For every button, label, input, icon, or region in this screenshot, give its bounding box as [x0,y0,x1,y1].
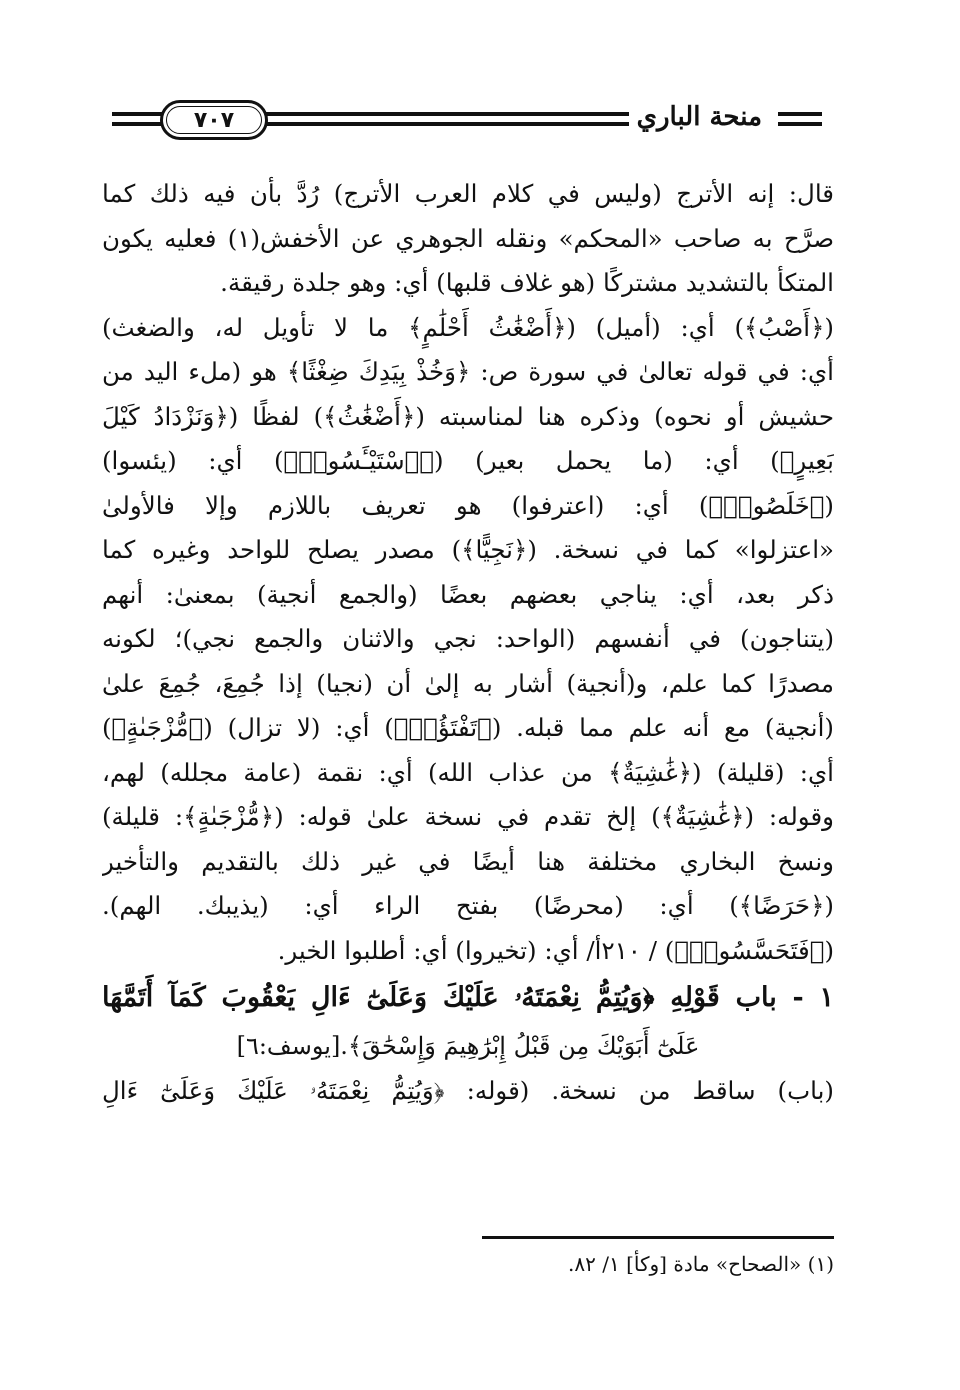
chapter-verse-continuation: عَلَىٰٓ أَبَوَيْكَ مِن قَبْلُ إِبْرَٰهِيمَ وَإِسْحَٰقَ﴾.[يوسف:٦] [236,1032,700,1060]
text-line: بَعِيرٍ﴾) أي: (ما يحمل بعير) (﴿ٱسْتَيْـَٔسُوا۟﴾) أي: (يئسوا) [102,446,834,475]
text-line: ذكر بعد، أي: يناجي بعضهم بعضًا (والجمع أنجية) بمعنىٰ: أنهم [102,579,834,609]
page-header [112,92,832,152]
text-line: أي: في قوله تعالىٰ في سورة ص: ﴿وَخُذْ بِيَدِكَ ضِغْثًا﴾ هو (ملء اليد من [102,357,834,386]
text-line: (﴿حَرَضًا﴾) أي: (محرضًا) بفتح الراء أي: (يذيبك. الهم). [102,891,834,920]
text-line: ونسخ البخاري مختلفة هنا أيضًا في غير ذلك بالتقديم والتأخير [102,846,834,876]
footnote-separator [482,1236,834,1239]
text-line: صرَّح به صاحب «المحكم» ونقله الجوهري عن الأخفش(١) فعليه يكون [102,223,834,253]
running-title: منحة الباري [629,102,770,132]
text-line: (﴿أَصْبُ﴾) أي: (أميل) (﴿أَضْغَٰثُ أَحْلَٰمٍ﴾ ما لا تأويل له، والضغث) [102,312,834,342]
text-line: (باب) ساقط من نسخة. (قوله: ﴿وَيُتِمُّ نِعْمَتَهُۥ عَلَيْكَ وَعَلَىٰٓ ءَالِ [102,1076,834,1105]
text-line: وقوله: (﴿غَٰشِيَةٌ﴾) إلخ تقدم في نسخة علىٰ قوله: (﴿مُّزْجَىٰةٍ﴾: قليلة) [102,802,834,831]
text-line: (يتناجون) في أنفسهم (الواحد: نجي والاثنان والجمع نجي)؛ لكونه [102,624,834,653]
text-line: المتكأ بالتشديد مشتركًا (هو غلاف قلبها) أي: وهو جلدة رقيقة. [220,268,834,297]
header-rule-middle-bottom [262,122,642,126]
text-line: أي: (قليلة) (﴿غَٰشِيَةٌ﴾ من عذاب الله) أي: نقمة (عامة مجلله) لهم، [102,757,834,787]
text-line: (﴿خَلَصُوا۟﴾) أي: (اعترفوا) هو تعريف باللازم وإلا فالأولىٰ [102,490,834,520]
text-line: «اعتزلوا» كما في نسخة. (﴿نَجِيًّا﴾) مصدر يصلح للواحد وغيره كما [102,535,834,564]
main-text [102,172,834,1114]
text-line: مصدرًا كما علم، و(أنجية) أشار به إلىٰ أن (نجيا) إذا جُمِعَ، جُمِعَ علىٰ [102,668,834,698]
page-number-badge [160,100,268,140]
text-line: (﴿فَتَحَسَّسُوا۟﴾) / ٢١٠أ/ أي: (تخيروا) أي: أطلبوا الخير. [277,935,834,965]
text-line: حشيش أو نحوه) وذكره هنا لمناسبته (﴿أَضْغَٰثُ﴾) لفظًا (﴿وَنَزْدَادُ كَيْلَ [102,401,834,431]
text-line: قال: إنه الأترج (وليس في كلام العرب الأترج) رُدَّ بأن فيه ذلك كما [102,179,834,208]
chapter-heading: ١ - باب قَوْلِهِ ﴿وَيُتِمُّ نِعْمَتَهُۥ عَلَيْكَ وَعَلَىٰٓ ءَالِ يَعْقُوبَ كَمَآ أَتَمَّهَا [102,982,834,1013]
footnote: (١) «الصحاح» مادة [وكأ] ١/ ٨٢. [568,1252,834,1276]
page-number: ٧٠٧ [193,107,235,133]
text-line: (أنجية) مع أنه علم مما قبله. (﴿تَفْتَؤُا۟﴾) أي: (لا تزال) (﴿مُّزْجَىٰةٍ﴾) [102,713,834,742]
header-rule-right-top [778,112,822,116]
header-rule-middle-top [262,112,642,116]
header-rule-right-bottom [778,122,822,126]
